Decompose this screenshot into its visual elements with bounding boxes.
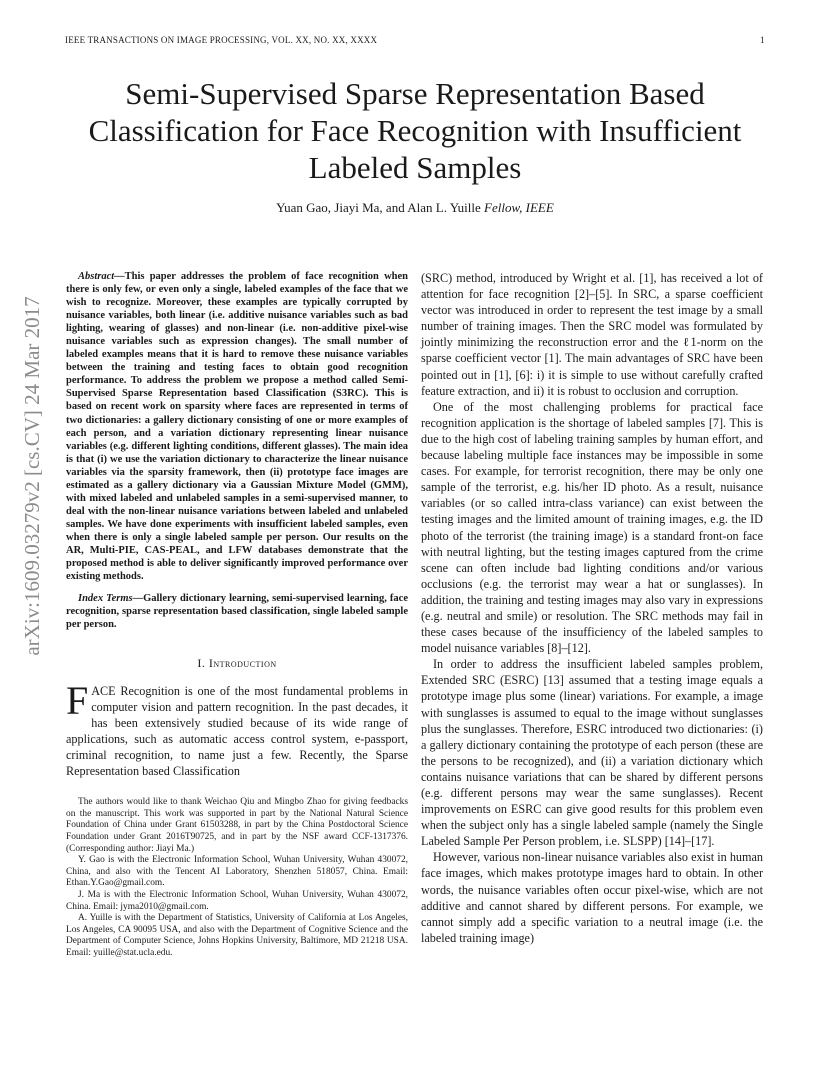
intro-paragraph	[66, 677, 408, 780]
body-paragraph: In order to address the insufficient labeled samples problem, Extended SRC (ESRC) [13] assumed that a testing image equals a prototype image plus some (linear) variations. For example, a image with sunglasses is assumed to equal to the image without sunglasses plus the sunglasses. Therefore, ESRC introduced two dictionaries: (i) a gallery dictionary containing the prototype of each person (these are the persons to be recognized), and (ii) a variation dictionary which contains nuisance variations that can be shared by different persons (e.g. different persons may wear the same sunglasses). Recent improvements on ESRC can give good results for this problem even when the subject only has a single labeled sample (namely the Single Labeled Sample Per Person problem, i.e. SLSPP) [14]–[17].	[421, 657, 763, 849]
body-paragraph: (SRC) method, introduced by Wright et al. [1], has received a lot of attention for face recognition [2]–[5]. In SRC, a sparse coefficient vector was introduced in order to represent the test image by a small number of training images. Then the SRC model was formulated by jointly minimizing the reconstruction error and the ℓ1-norm on the sparse coefficient vector [1]. The main advantages of SRC have been pointed out in [1], [6]: i) it is simple to use without carefully crafted feature extraction, and ii) it is robust to occlusion and corruption.	[421, 271, 763, 398]
abstract-text: This paper addresses the problem of face recognition when there is only few, or even only a single, labeled examples of the face that we wish to recognize. Moreover, these examples are typically corrupted by nuisance variables, both linear (i.e. additive nuisance variables such as bad lighting, wearing of glasses) and non-linear (i.e. non-additive pixel-wise nuisance variables such as expression changes). The small number of labeled examples means that it is hard to remove these nuisance variables between the training and testing faces to obtain good recognition performance. To address the problem we propose a method called Semi-Supervised Sparse Representation based Classification (S3RC). This is based on recent work on sparsity where faces are represented in terms of two dictionaries: a gallery dictionary consisting of one or more examples of each person, and a variation dictionary representing linear nuisance variables (e.g. different lighting conditions, different glasses). The main idea is that (i) we use the variation dictionary to characterize the linear nuisance variables via the sparsity framework, then (ii) prototype face images are estimated as a gallery dictionary via a Gaussian Mixture Model (GMM), with mixed labeled and unlabeled samples in a semi-supervised manner, to deal with the non-linear nuisance variations between labeled and unlabeled samples. We have done experiments with insufficient labeled samples, even when there is only a single labeled sample per person. Our results on the AR, Multi-PIE, CAS-PEAL, and LFW databases demonstrate that the proposed method is able to deliver significantly improved performance over existing methods.	[66, 271, 408, 583]
index-terms-label: Index Terms—	[78, 593, 144, 605]
running-header: IEEE TRANSACTIONS ON IMAGE PROCESSING, VOL. XX, NO. XX, XXXX	[65, 35, 378, 45]
body-paragraph: However, various non-linear nuisance variables also exist in human face images, which makes prototype images hard to obtain. In other words, the nuisance variables often occur pixel-wise, which are not additive and cannot shared by different persons. For example, we cannot simply add a specific variation to a neutral image (i.e. the labeled training image)	[421, 850, 763, 945]
paper-title: Semi-Supervised Sparse Representation Based Classification for Face Recognition with Insufficient Labeled Samples	[88, 76, 742, 185]
footnote-acknowledgment: The authors would like to thank Weichao Qiu and Mingbo Zhao for giving feedbacks on the manuscript. This work was supported in part by the National Natural Science Foundation of China under Grant 61503288, in part by the China Postdoctoral Science Foundation under Grant 2016T90725, and in part by the NSF award CCF-1317376. (Corresponding author: Jiayi Ma.)	[66, 797, 408, 854]
right-column	[421, 270, 763, 946]
section-heading	[66, 657, 408, 670]
author-names: Yuan Gao, Jiayi Ma, and Alan L. Yuille	[276, 200, 481, 215]
abstract-label: Abstract—	[78, 271, 125, 282]
abstract	[66, 270, 408, 583]
section-title: Introduction	[208, 656, 277, 671]
footnote-author-gao: Y. Gao is with the Electronic Information School, Wuhan University, Wuhan 430072, China, and also with the Tencent AI Laboratory, Shenzhen 518057, China. Email: Ethan.Y.Gao@gmail.com.	[66, 855, 408, 889]
section-number: I.	[197, 656, 206, 671]
arxiv-stamp: arXiv:1609.03279v2 [cs.CV] 24 Mar 2017	[20, 296, 44, 656]
drop-cap: F	[66, 677, 89, 723]
page-number: 1	[760, 35, 765, 45]
author-fellow: Fellow, IEEE	[484, 200, 554, 215]
left-column	[66, 270, 408, 960]
footnotes	[66, 797, 408, 959]
index-terms	[66, 592, 408, 631]
footnote-author-yuille: A. Yuille is with the Department of Statistics, University of California at Los Angeles, Los Angeles, CA 90095 USA, and also with the Department of Cognitive Science and the Department of Computer Science, Johns Hopkins University, Baltimore, MD 21218 USA. Email: yuille@stat.ucla.edu.	[66, 913, 408, 958]
body-paragraph: One of the most challenging problems for practical face recognition application is the shortage of labeled samples [7]. This is due to the high cost of labeling training samples by human effort, and because labeling multiple face instances may be impossible in some cases. For example, for terrorist recognition, there may be only one sample of the terrorist, e.g. his/her ID photo. As a result, nuisance variables (or so called intra-class variance) can exist between the testing images and the limited amount of training images, e.g. the ID photo of the terrorist (the training image) is a standard front-on face with neutral lighting, but the testing images captured from the crime scene can often include bad lighting conditions and/or various occlusions (e.g. the terrorist may wear a hat or sunglasses). In addition, the training and testing images may also vary in expressions (e.g. neutral and smile) or resolution. The SRC methods may fail in these cases because of the insufficiency of the labeled samples to model nuisance variables [8]–[12].	[421, 399, 763, 656]
index-terms-text: Gallery dictionary learning, semi-supervised learning, face recognition, sparse representation based classification, single labeled sample per person.	[66, 593, 408, 631]
footnote-author-ma: J. Ma is with the Electronic Information School, Wuhan University, Wuhan 430072, China. Email: jyma2010@gmail.com.	[66, 889, 408, 912]
intro-text: ACE Recognition is one of the most fundamental problems in computer vision and pattern recognition. In the past decades, it has been extensively studied because of its wide range of applications, such as automatic access control system, e-passport, criminal recognition, to name just a few. Recently, the Sparse Representation based Classification	[66, 683, 408, 779]
author-line	[160, 200, 670, 216]
